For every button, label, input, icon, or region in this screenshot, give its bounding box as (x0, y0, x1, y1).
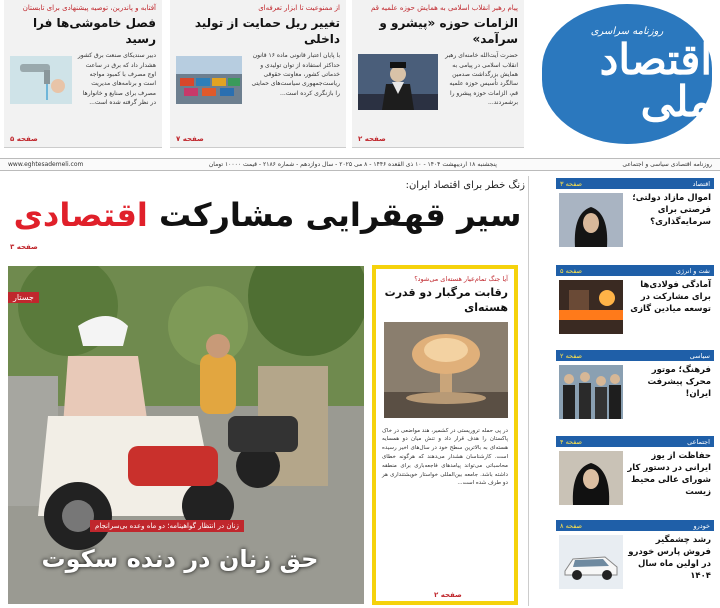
dateline-website[interactable]: www.eghtesademeli.com (8, 161, 84, 168)
dateline-tagline: روزنامه اقتصادی سیاسی و اجتماعی (622, 161, 712, 168)
teaser-body: با پایان اعتبار قانونی ماده ۱۶ قانون حداکثر استفاده از توان تولیدی و خدماتی کشور، معاونت حقوقی ریاست‌جمهوری سیاست‌های حمایتی را بازنگری کرده است... (251, 52, 340, 97)
sidebar-item-social[interactable] (556, 436, 714, 509)
logo-title: اقتصاد ملی (599, 34, 712, 126)
box-body: در پی حمله تروریستی در کشمیر، هند مواضعی در خاک پاکستان را هدف قرار داد و تنش میان دو همسایه هسته‌ای به بالاترین سطح خود در سال‌های اخیر رسیده است. کارشناسان هشدار می‌دهند که هرگونه خطای محاسباتی می‌تواند پیامدهای فاجعه‌باری برای منطقه داشته باشد. جامعه بین‌المللی خواستار خویشتنداری هر دو طرف شده است... (382, 427, 508, 487)
teaser-page: صفحه ۷ (176, 135, 204, 143)
nuclear-rivalry-box[interactable] (372, 265, 518, 605)
headline-page: صفحه ۳ (10, 243, 38, 251)
sidebar-headline: رشد چشمگیر فروش پارس خودرو در اولین ماه سال ۱۴۰۴ (628, 535, 711, 581)
newspaper-logo[interactable] (542, 4, 712, 144)
box-kicker: آیا جنگ تمام‌عیار هسته‌ای می‌شود؟ (414, 275, 508, 283)
sidebar-headline: اموال مازاد دولتی؛ فرصتی برای سرمایه‌گذاری؟ (632, 193, 711, 227)
section-page: صفحه ۵ (560, 266, 583, 275)
faucet-photo (10, 56, 72, 104)
section-bar (556, 265, 714, 276)
main-headline[interactable] (10, 196, 525, 234)
photo-headline[interactable]: حق زنان در دنده سکوت (41, 545, 319, 573)
teaser-page: صفحه ۵ (10, 135, 38, 143)
headline-kicker: زنگ خطر برای اقتصاد ایران: (405, 180, 525, 191)
box-title: رقابت مرگبار دو قدرت هسته‌ای (384, 286, 508, 314)
nuclear-explosion-photo (384, 322, 508, 418)
leader-portrait-photo (358, 54, 438, 110)
section-bar (556, 178, 714, 189)
shipping-containers-photo (176, 56, 242, 104)
sidebar-item-oil-energy[interactable] (556, 265, 714, 338)
column-divider (528, 176, 529, 606)
sidebar-headline: فرهنگ؛ موتور محرک پیشرفت ایران! (647, 365, 711, 399)
sidebar-headline: حفاظت از یوز ایرانی در دستور کار شورای عالی محیط زیست (627, 451, 711, 497)
woman-official-photo (559, 451, 623, 505)
teaser-kicker: پیام رهبر انقلاب اسلامی به همایش حوزه علمیه قم (371, 4, 518, 12)
headline-part1: سیر قهقرایی مشارکت (147, 196, 522, 234)
sidebar-item-automotive[interactable] (556, 520, 714, 593)
dateline-issue-info: پنجشنبه ۱۸ اردیبهشت ۱۴۰۴ - ۱۰ ذی القعده ۱۴۴۶ - ۸ می ۲۰۲۵ - سال دوازدهم - شماره ۲۱۸۶ - قیمت ۱۰۰۰۰ تومان (208, 161, 497, 168)
box-page: صفحه ۲ (434, 591, 462, 599)
sidebar-item-economy[interactable] (556, 178, 714, 251)
section-name: نفت و انرژی (675, 266, 710, 275)
headline-part2: اقتصادی (13, 196, 148, 234)
section-name: خودرو (693, 521, 710, 530)
teaser-electricity[interactable] (4, 0, 162, 148)
woman-portrait-photo (559, 193, 623, 247)
section-bar (556, 350, 714, 361)
teaser-title: الزامات حوزه «پیشرو و سرآمد» (379, 16, 518, 47)
officials-group-photo (559, 365, 623, 419)
section-page: صفحه ۳ (560, 179, 583, 188)
car-photo (559, 535, 623, 589)
teaser-leader-message[interactable] (352, 0, 524, 148)
section-bar (556, 436, 714, 447)
section-tag: جستار (8, 292, 39, 303)
teaser-page: صفحه ۲ (358, 135, 386, 143)
logo-subtitle: روزنامه سراسری (590, 25, 664, 37)
dateline (0, 158, 720, 171)
teaser-body: دبیر سندیکای صنعت برق کشور هشدار داد که برق در ساعت اوج مصرف با کمبود مواجه است و برنامه‌های مدیریت مصرف برای صنایع و خانوارها در نظر گرفته شده است... (77, 52, 156, 106)
sidebar-item-politics[interactable] (556, 350, 714, 423)
steel-mill-photo (559, 280, 623, 334)
section-name: اجتماعی (687, 437, 710, 446)
sidebar-headline: آمادگی فولادی‌ها برای مشارکت در توسعه میادین گازی (630, 280, 711, 314)
section-bar (556, 520, 714, 531)
section-name: سیاسی (689, 351, 710, 360)
section-page: صفحه ۲ (560, 351, 583, 360)
teaser-kicker: آفتابه و پاندرین، توصیه پیشنهادی برای تابستان (22, 4, 156, 12)
teaser-title: فصل خاموشی‌ها فرا رسید (32, 16, 156, 47)
teaser-kicker: از ممنوعیت تا ابزار تعرفه‌ای (258, 4, 340, 12)
section-page: صفحه ۸ (560, 521, 583, 530)
teaser-body: حضرت آیت‌الله خامنه‌ای رهبر انقلاب اسلامی در پیامی به همایش بزرگداشت صدمین سالگرد تأسیس حوزه علمیه قم، الزامات حوزه پیشرو را برشمردند... (445, 52, 518, 106)
photo-kicker: زنان در انتظار گواهینامه؛ دو ماه وعده بی‌سرانجام (90, 520, 244, 532)
teaser-domestic-production[interactable] (170, 0, 346, 148)
section-page: صفحه ۴ (560, 437, 583, 446)
teaser-title: تغییر ریل حمایت از تولید داخلی (194, 16, 340, 47)
section-name: اقتصاد (692, 179, 710, 188)
